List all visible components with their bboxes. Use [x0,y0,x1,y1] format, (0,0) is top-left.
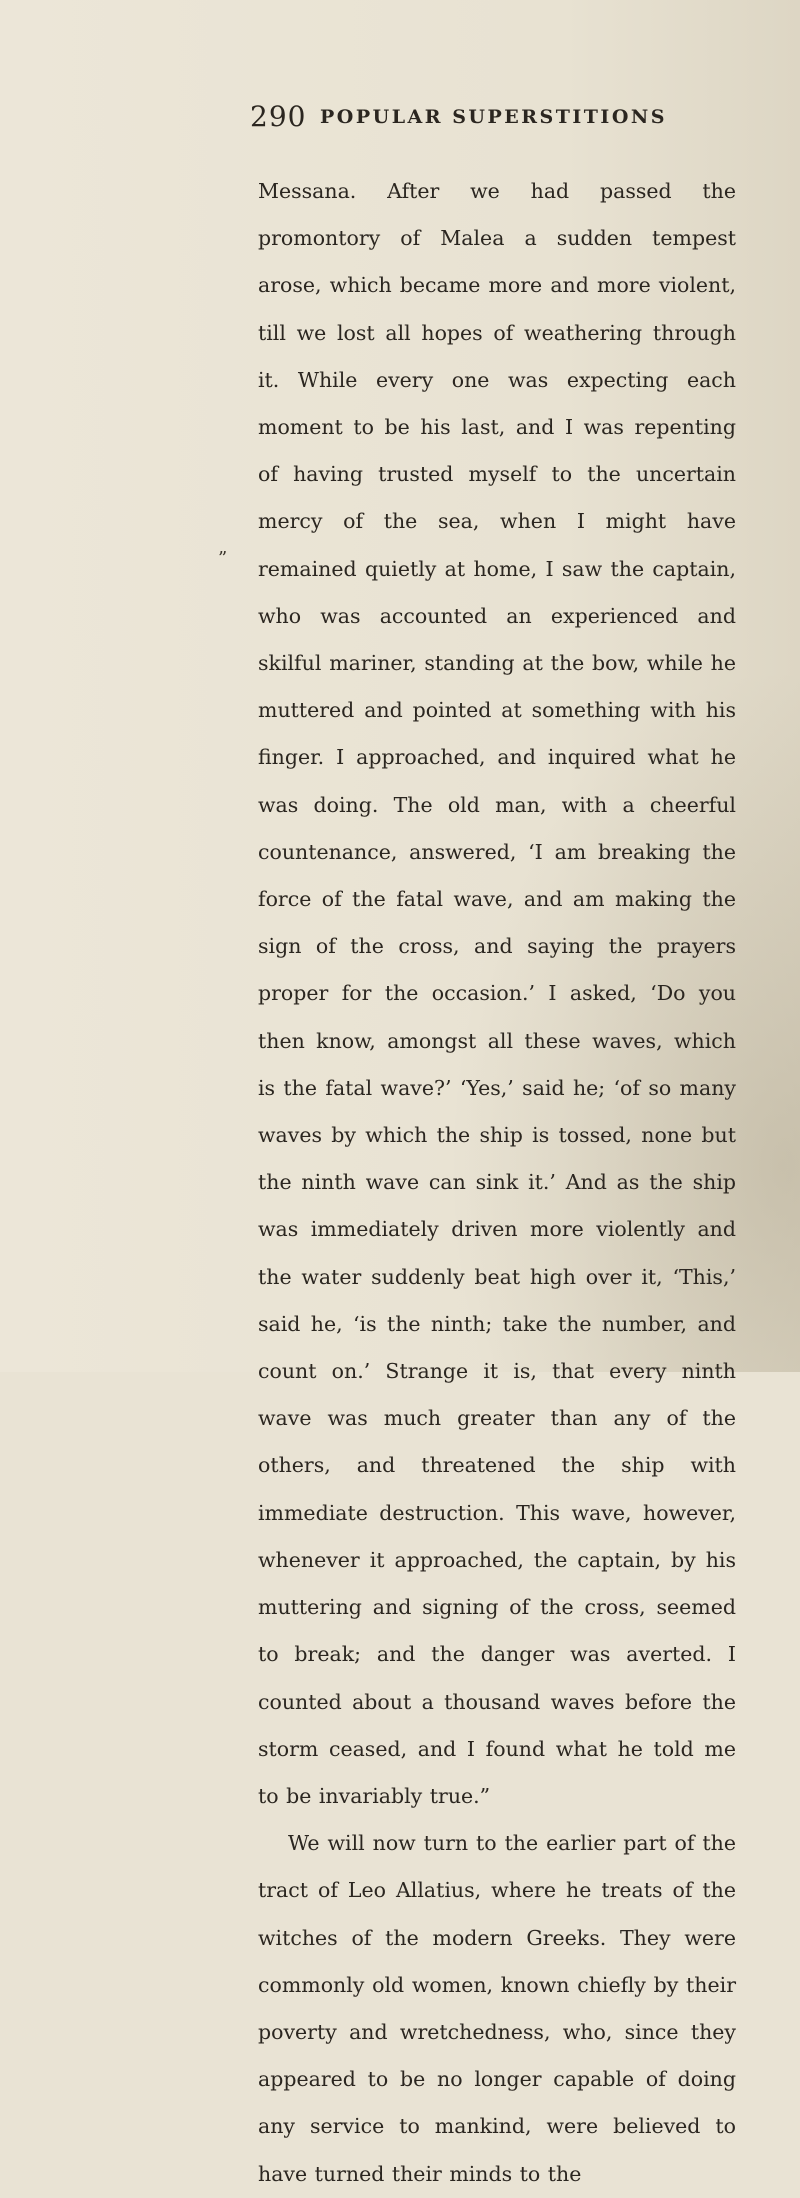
page-number: 290 [250,100,307,133]
paragraph-witches: We will now turn to the earlier part of the tract of Leo Allatius, where he treats of the witches of the modern Greeks. They were commonly old women, known chiefly by their poverty and wretchedness, who, since they appeared to be no longer capable of doing any service to mankind, were believed to have turned their minds to the [258,1831,736,2186]
running-head-title: POPULAR SUPERSTITIONS [320,106,667,128]
running-head [250,100,720,140]
paragraph-continuation: Messana. After we had passed the promontory of Malea a sudden tempest arose, which became more and more violent, till we lost all hopes of weathering through it. While every one was expecting each moment to be his last, and I was repenting of having trusted myself to the uncertain mercy of the sea, when I might have remained quietly at home, I saw the captain, who was accounted an experienced and skilful mariner, standing at the bow, while he muttered and pointed at something with his finger. I approached, and inquired what he was doing. The old man, with a cheerful countenance, answered, ‘I am breaking the force of the fatal wave, and am making the sign of the cross, and saying the prayers proper for the occasion.’ I asked, ‘Do you then know, amongst all these waves, which is the fatal wave?’ ‘Yes,’ said he; ‘of so many waves by which the ship is tossed, none but the ninth wave can sink it.’ And as the ship was immediately driven more violently and the water suddenly beat high over it, ‘This,’ said he, ‘is the ninth; take the number, and count on.’ Strange it is, that every ninth wave was much greater than any of the others, and threatened the ship with immediate destruction. This wave, however, whenever it approached, the captain, by his muttering and signing of the cross, seemed to break; and the danger was averted. I counted about a thousand waves before the storm ceased, and I found what he told me to be invariably true.” [258,179,736,1808]
margin-mark: ” [218,548,228,569]
body-text [258,168,736,2198]
